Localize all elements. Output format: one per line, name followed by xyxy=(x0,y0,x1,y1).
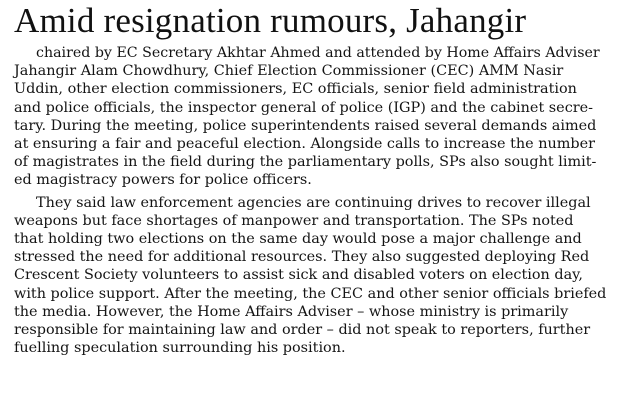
paragraph-line: stressed the need for additional resources. They also suggested deploying Red xyxy=(14,249,590,266)
paragraph-line: Uddin, other election commissioners, EC officials, senior field administration xyxy=(14,81,577,98)
paragraph-line: that holding two elections on the same day would pose a major challenge and xyxy=(14,231,582,248)
paragraph-line: fuelling speculation surrounding his position. xyxy=(14,340,346,357)
paragraph-line: ed magistracy powers for police officers. xyxy=(14,172,312,189)
paragraph-line: at ensuring a fair and peaceful election. Alongside calls to increase the number xyxy=(14,136,596,153)
paragraph-2 xyxy=(14,194,624,358)
article-body xyxy=(14,44,624,357)
paragraph-line: tary. During the meeting, police superintendents raised several demands aimed xyxy=(14,117,597,134)
paragraph-line: Jahangir Alam Chowdhury, Chief Election Commissioner (CEC) AMM Nasir xyxy=(14,63,564,80)
paragraph-line: Crescent Society volunteers to assist sick and disabled voters on election day, xyxy=(14,267,583,284)
paragraph-line: the media. However, the Home Affairs Adviser – whose ministry is primarily xyxy=(14,303,569,320)
paragraph-line: of magistrates in the field during the parliamentary polls, SPs also sought limit- xyxy=(14,154,597,171)
paragraph-1 xyxy=(14,44,624,190)
paragraph-line: They said law enforcement agencies are continuing drives to recover illegal xyxy=(36,194,591,211)
paragraph-line: and police officials, the inspector general of police (IGP) and the cabinet secre- xyxy=(14,99,594,116)
paragraph-line: chaired by EC Secretary Akhtar Ahmed and attended by Home Affairs Adviser xyxy=(36,45,600,61)
paragraph-line: with police support. After the meeting, the CEC and other senior officials briefed xyxy=(14,285,607,302)
article-headline: Amid resignation rumours, Jahangir xyxy=(14,1,527,40)
paragraph-line: weapons but face shortages of manpower and transportation. The SPs noted xyxy=(14,212,574,229)
paragraph-line: responsible for maintaining law and order – did not speak to reporters, further xyxy=(14,322,591,339)
